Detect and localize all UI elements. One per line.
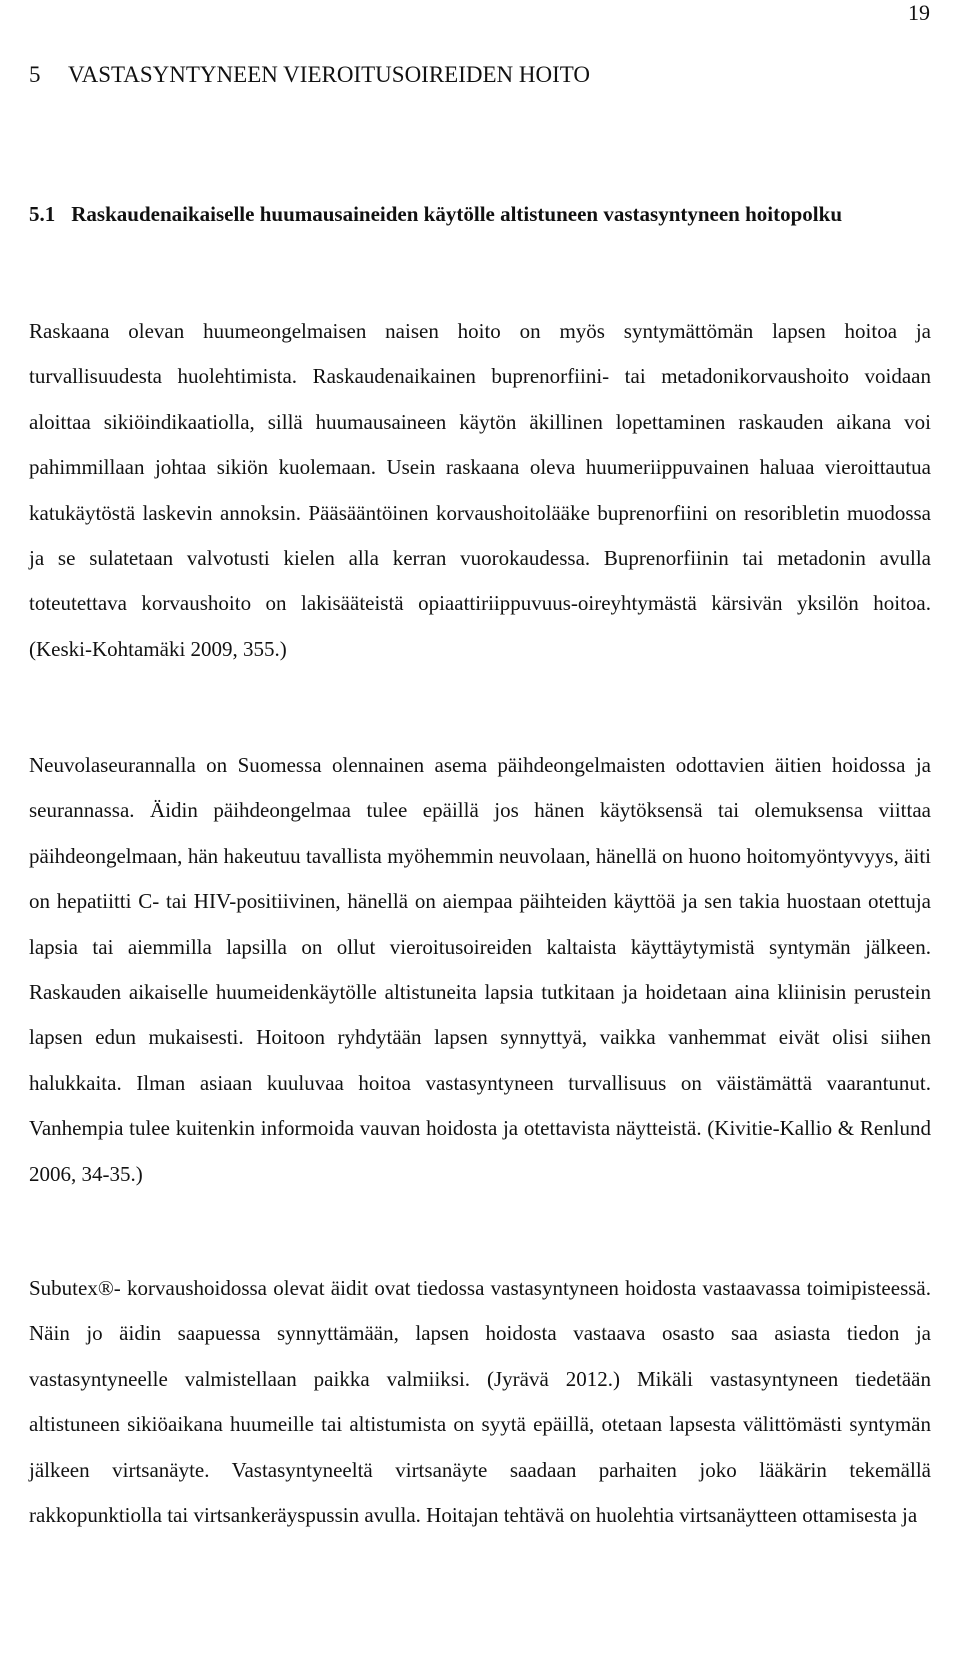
chapter-heading xyxy=(29,60,590,90)
paragraph: Subutex®- korvaushoidossa olevat äidit ovat tiedossa vastasyntyneen hoidosta vastaavassa toimipisteessä. Näin jo äidin saapuessa synnyttämään, lapsen hoidosta vastaava osasto saa asiasta tiedon ja vastasyntyneelle valmistellaan paikka valmiiksi. (Jyrävä 2012.) Mikäli vastasyntyneen tiedetään altistuneen sikiöaikana huumeille tai altistumista on syytä epäillä, otetaan lapsesta välittömästi syntymän jälkeen virtsanäyte. Vastasyntyneeltä virtsanäyte saadaan parhaiten joko lääkärin tekemällä rakkopunktiolla tai virtsankeräyspussin avulla. Hoitajan tehtävä on huolehtia virtsanäytteen ottamisesta ja xyxy=(29,1276,931,1528)
section-title: Raskaudenaikaiselle huumausaineiden käytölle altistuneen vastasyntyneen hoitopolku xyxy=(71,202,842,226)
paragraph: Raskaana olevan huumeongelmaisen naisen hoito on myös syntymättömän lapsen hoitoa ja turvallisuudesta huolehtimista. Raskaudenaikainen buprenorfiini- tai metadonikorvaushoito voidaan aloittaa sikiöindikaatiolla, sillä huumausaineen käytön äkillinen lopettaminen raskauden aikana voi pahimmillaan johtaa sikiön kuolemaan. Usein raskaana oleva huumeriippuvainen haluaa vieroittautua katukäytöstä laskevin annoksin. Pääsääntöinen korvaushoitolääke buprenorfiini on resoribletin muodossa ja se sulatetaan valvotusti kielen alla kerran vuorokaudessa. Buprenorfiinin tai metadonin avulla toteutettava korvaushoito on lakisääteistä opiaattiriippuvuus-oireyhtymästä kärsivän yksilön hoitoa. (Keski-Kohtamäki 2009, 355.) xyxy=(29,319,931,661)
paragraph: Neuvolaseurannalla on Suomessa olennainen asema päihdeongelmaisten odottavien äitien hoidossa ja seurannassa. Äidin päihdeongelmaa tulee epäillä jos hänen käytöksensä tai olemuksensa viittaa päihdeongelmaan, hän hakeutuu tavallista myöhemmin neuvolaan, hänellä on huono hoitomyöntyvyys, äiti on hepatiitti C- tai HIV-positiivinen, hänellä on aiempaa päihteiden käyttöä ja sen takia huostaan otettuja lapsia tai aiemmilla lapsilla on ollut vieroitusoireiden kaltaista käyttäytymistä syntymän jälkeen. Raskauden aikaiselle huumeidenkäytölle altistuneita lapsia tutkitaan ja hoidetaan aina kliinisin perustein lapsen edun mukaisesti. Hoitoon ryhdytään lapsen synnyttyä, vaikka vanhemmat eivät olisi siihen halukkaita. Ilman asiaan kuuluvaa hoitoa vastasyntyneen turvallisuus on väistämättä vaarantunut. Vanhempia tulee kuitenkin informoida vauvan hoidosta ja otettavista näytteistä. (Kivitie-Kallio & Renlund 2006, 34-35.) xyxy=(29,753,931,1186)
section-number: 5.1 xyxy=(29,202,56,226)
section-heading xyxy=(29,190,929,238)
chapter-number: 5 xyxy=(29,62,41,87)
page-number: 19 xyxy=(908,0,930,25)
chapter-title: VASTASYNTYNEEN VIEROITUSOIREIDEN HOITO xyxy=(68,62,591,87)
